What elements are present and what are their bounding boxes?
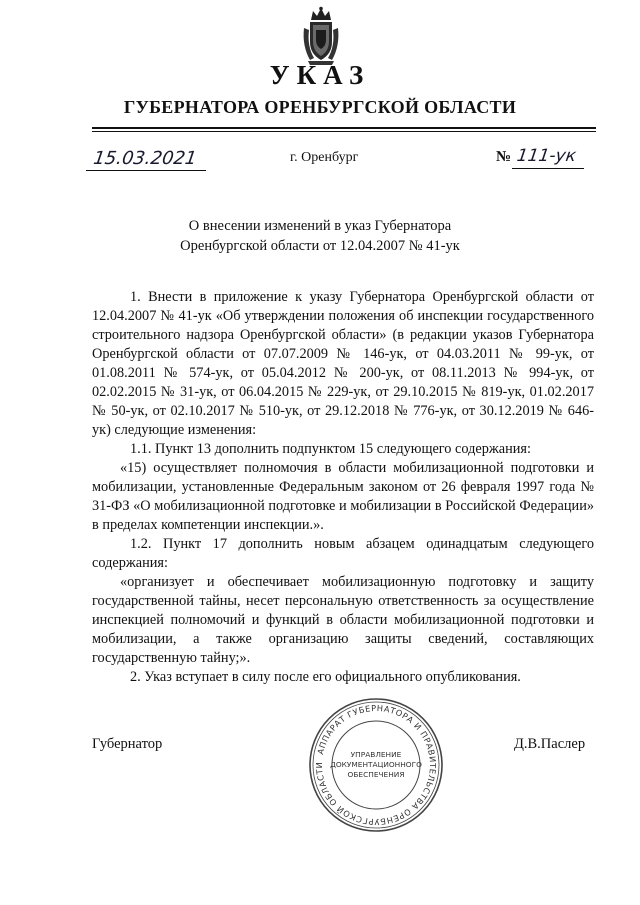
subject-line-2: Оренбургской области от 12.04.2007 № 41-ук — [180, 238, 460, 254]
header-rule — [92, 127, 596, 129]
signer-name: Д.В.Паслер — [514, 736, 586, 752]
document-number — [496, 146, 576, 166]
document-subject — [0, 216, 640, 256]
document-city: г. Оренбург — [290, 150, 359, 165]
document-type-title: УКАЗ — [269, 60, 371, 90]
seal-ring-text: АППАРАТ ГУБЕРНАТОРА И ПРАВИТЕЛЬСТВА ОРЕНБУРГСКОЙ ОБЛАСТИ — [313, 702, 439, 828]
paragraph-quote-15: «15) осуществляет полномочия в области мобилизационной подготовки и мобилизации, установленные Федеральным законом от 26 февраля 1997 года № 31-ФЗ «О мобилизационной подготовке и мобилизации в Российской Федерации» в пределах компетенции инспекции.». — [92, 460, 594, 533]
number-sign: № — [496, 149, 512, 165]
signer-title: Губернатор — [92, 736, 163, 752]
seal-center-line-2: ДОКУМЕНТАЦИОННОГО — [330, 760, 422, 769]
seal-center-line-1: УПРАВЛЕНИЕ — [350, 750, 402, 759]
official-seal-icon — [306, 695, 446, 835]
paragraph-1-2: 1.2. Пункт 17 дополнить новым абзацем одинадцатым следующего содержания: — [92, 536, 594, 571]
paragraph-2: 2. Указ вступает в силу после его официального опубликования. — [130, 669, 521, 685]
document-body — [92, 288, 594, 687]
subject-line-1: О внесении изменений в указ Губернатора — [188, 218, 452, 234]
header-rule-thin — [92, 131, 596, 132]
paragraph-1: 1. Внести в приложение к указу Губернатора Оренбургской области от 12.04.2007 № 41-ук «Об утверждении положения об инспекции государственного строительного надзора Оренбургской области» (в редакции указов Губернатора Оренбургской области от 07.07.2009 № 146-ук, от 04.03.2011 № 99-ук, от 01.08.2011 № 574-ук, от 05.04.2012 № 200-ук, от 08.11.2013 № 994-ук, от 02.02.2015 № 31-ук, от 06.04.2015 № 229-ук, от 29.10.2015 № 819-ук, 01.02.2017 № 50-ук, от 02.10.2017 № 510-ук, от 29.12.2018 № 776-ук, от 30.12.2019 № 646-ук) следующие изменения: — [92, 289, 594, 438]
date-underline — [86, 170, 206, 171]
paragraph-1-1: 1.1. Пункт 13 дополнить подпунктом 15 следующего содержания: — [130, 441, 531, 457]
seal-center-line-3: ОБЕСПЕЧЕНИЯ — [347, 770, 405, 779]
number-value: 111-ук — [515, 146, 578, 166]
document-date: 15.03.2021 — [91, 148, 199, 169]
issuer-title: ГУБЕРНАТОРА ОРЕНБУРГСКОЙ ОБЛАСТИ — [123, 97, 517, 117]
paragraph-quote-17: «организует и обеспечивает мобилизационную подготовку и защиту государственной тайны, несет персональную ответственность за осуществление инспекцией полномочий и функций в области мобилизационной подготовки и мобилизации, а также организацию защиты сведений, составляющих государственную тайну;». — [92, 574, 594, 666]
coat-of-arms-icon — [302, 6, 340, 66]
number-underline — [512, 168, 584, 169]
